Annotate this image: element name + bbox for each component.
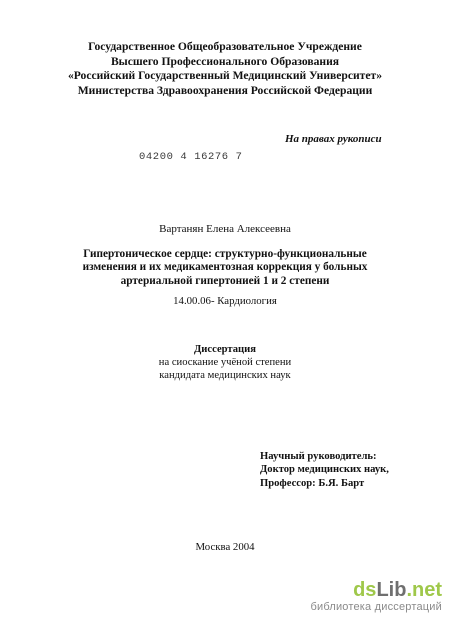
dissertation-title: [0, 248, 450, 288]
logo-part-ds: ds: [353, 579, 377, 601]
title-line-2: изменения и их медикаментозная коррекция у больных: [82, 261, 368, 274]
dslib-watermark: [310, 579, 442, 613]
dslib-logo: [310, 579, 442, 601]
author-name: Вартанян Елена Алексеевна: [159, 223, 291, 235]
supervisor-block: [260, 450, 389, 490]
specialty-code: 14.00.06- Кардиология: [173, 295, 277, 307]
degree-line-2: на сиоскание учёной степени: [158, 357, 292, 369]
institution-line-4: Министерства Здравоохранения Российской Федерации: [77, 83, 373, 97]
institution-line-1: Государственное Общеобразовательное Учреждение: [88, 40, 362, 53]
logo-part-net: .net: [406, 579, 442, 601]
institution-line-3: «Российский Государственный Медицинский Университет»: [67, 69, 383, 82]
title-line-1: Гипертоническое сердце: структурно-функциональные: [83, 248, 367, 260]
archive-stamp: 04200 4 16276 7: [139, 151, 243, 163]
supervisor-line-3: Профессор: Б.Я. Барт: [260, 477, 365, 489]
logo-part-lib: Lib: [376, 579, 407, 601]
supervisor-line-2: Доктор медицинских наук,: [260, 464, 389, 476]
watermark-subtitle: библиотека диссертаций: [310, 601, 442, 613]
institution-header: [0, 40, 450, 98]
rights-note: На правах рукописи: [285, 133, 382, 145]
degree-title: Диссертация: [194, 344, 256, 355]
institution-line-2: Высшего Профессионального Образования: [110, 54, 340, 68]
title-line-3: артериальной гипертонией 1 и 2 степени: [120, 274, 330, 287]
degree-line-3: кандидата медицинских наук: [159, 370, 291, 382]
city-year: Москва 2004: [195, 541, 255, 553]
supervisor-line-1: Научный руководитель:: [260, 451, 377, 462]
degree-block: [0, 343, 450, 383]
